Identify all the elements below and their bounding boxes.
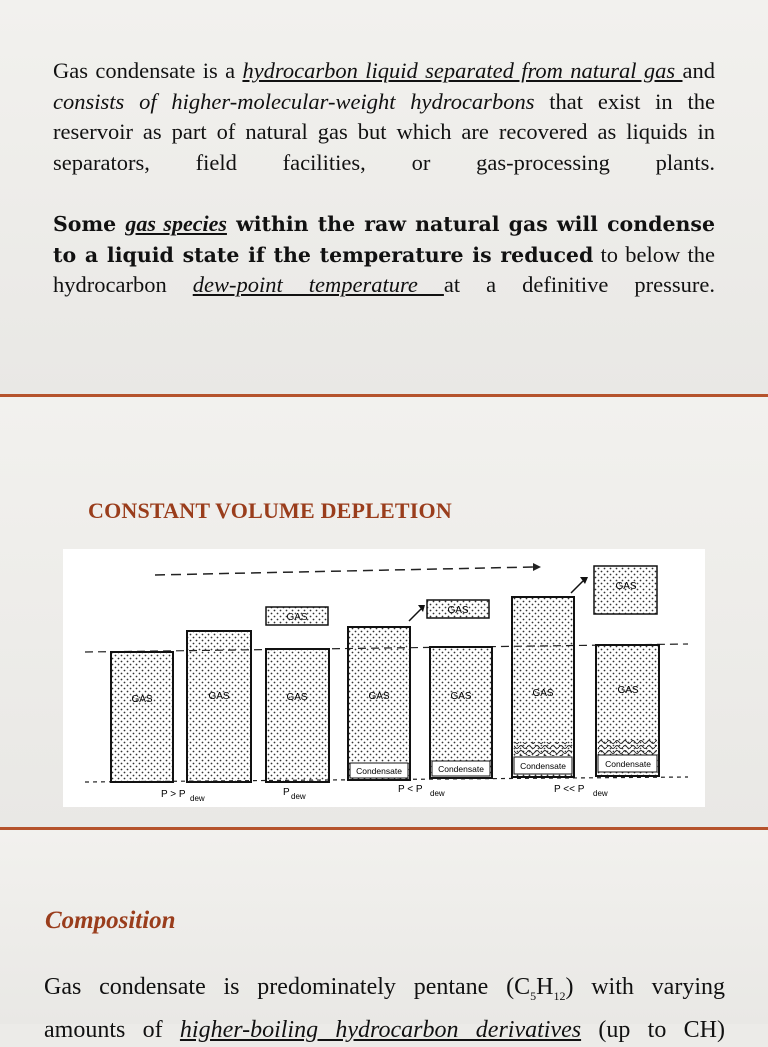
dew-subscript: dew (430, 789, 445, 798)
subscript: 12 (553, 988, 566, 1003)
gas-label: GAS (286, 612, 308, 623)
gas-label: GAS (532, 688, 554, 699)
underlined-term: dew-point temperature (192, 272, 444, 298)
text-run: H (536, 974, 554, 1000)
dew-subscript: dew (190, 794, 205, 803)
dew-subscript: dew (593, 789, 608, 798)
pressure-label: P (283, 787, 290, 798)
cell-4 (348, 627, 410, 780)
transfer-arrow (571, 581, 583, 593)
paragraph-composition (44, 970, 725, 1047)
gas-label: GAS (617, 685, 639, 696)
arrowhead (533, 563, 541, 571)
slide-title: Composition (45, 907, 176, 934)
text-run: Gas condensate is predominately pentane (C (44, 974, 531, 1000)
bold-run: Some (53, 212, 126, 236)
gas-label: GAS (131, 694, 153, 705)
gas-label: GAS (368, 691, 390, 702)
slide-title: CONSTANT VOLUME DEPLETION (88, 498, 452, 523)
text-run: H (699, 1016, 718, 1043)
condensate-label: Condensate (605, 759, 651, 769)
pressure-label: P < P (398, 784, 423, 795)
underlined-term: hydrocarbon liquid separated from natural gas (242, 58, 683, 83)
underlined-term: higher-boiling hydrocarbon derivatives (179, 1016, 582, 1043)
condensate-wave (514, 742, 572, 756)
text-run: Gas condensate is a (53, 58, 243, 83)
condensate-label: Condensate (520, 761, 566, 771)
text-run: ) with varying amounts of (44, 974, 725, 1043)
cell-3 (266, 649, 329, 782)
gas-label: GAS (286, 692, 308, 703)
text-run: and (682, 58, 715, 83)
paragraph-condensation (53, 209, 715, 301)
italic-term: consists of higher-molecular-weight hydrocarbons (53, 88, 535, 114)
paragraph-definition (53, 56, 715, 178)
underlined-term: gas species (125, 211, 227, 236)
cell-1 (111, 652, 173, 782)
pressure-label: P << P (554, 784, 585, 795)
gas-label: GAS (208, 691, 230, 702)
gas-label: GAS (615, 581, 637, 592)
dew-subscript: dew (291, 792, 306, 801)
gas-label: GAS (450, 691, 472, 702)
cell-2 (187, 631, 251, 782)
bold-run: within the raw natural gas will condense to a liquid state if the temperature is reduced (53, 212, 715, 267)
subscript: 5 (530, 988, 537, 1003)
text-run: (up to C (581, 1016, 700, 1043)
gas-label: GAS (447, 605, 469, 616)
pressure-label: P > P (161, 789, 186, 800)
text-run: that exist in the reservoir as part of natural gas but which are recovered as liquids in separators, field facilities, or gas-processing plants. (53, 88, 715, 175)
text-run: at a definitive pressure. (443, 272, 715, 298)
text-run: ) (717, 1016, 726, 1043)
condensate-label: Condensate (438, 764, 484, 774)
cell-5 (430, 647, 492, 778)
depletion-arrow-line (155, 567, 533, 575)
text-run: to below the hydrocarbon (53, 241, 715, 298)
transfer-arrow (409, 609, 421, 621)
cvd-diagram (63, 549, 705, 807)
condensate-label: Condensate (356, 766, 402, 776)
condensate-wave (598, 740, 657, 754)
